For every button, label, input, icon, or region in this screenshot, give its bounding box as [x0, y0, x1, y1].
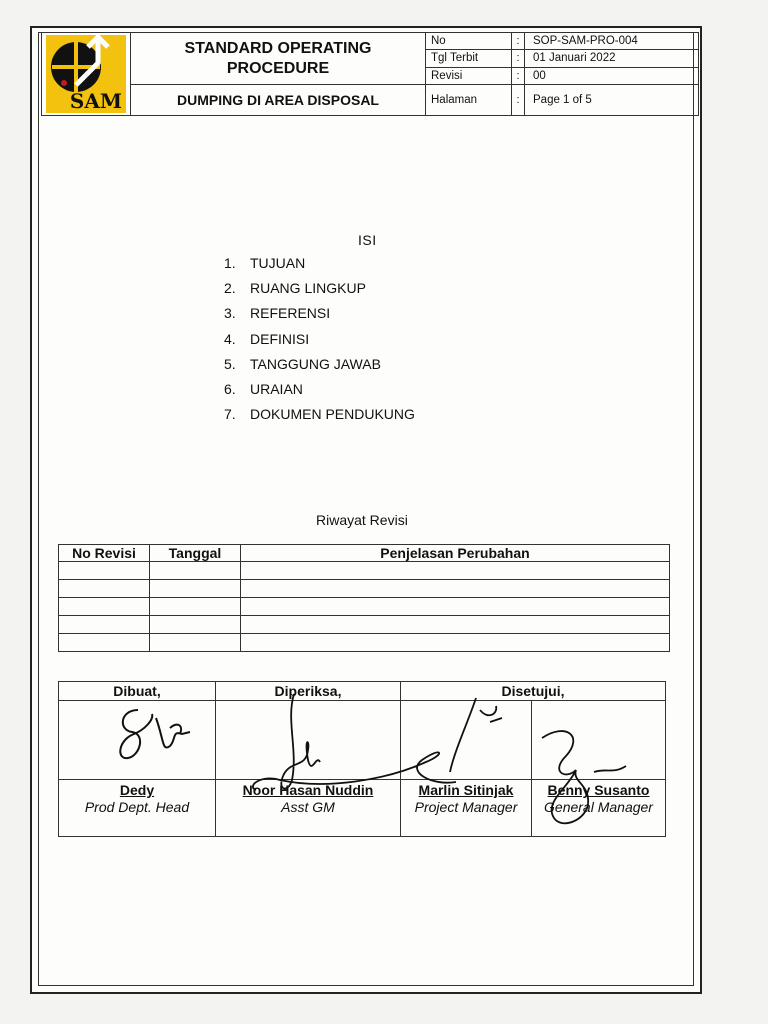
- company-logo: [46, 35, 126, 113]
- toc-item: [224, 279, 415, 304]
- meta-value-halaman: Page 1 of 5: [525, 85, 699, 116]
- toc-number: 3.: [224, 305, 236, 322]
- toc-number: 2.: [224, 280, 236, 297]
- signer-name: Marlin Sitinjak: [418, 782, 514, 798]
- meta-value-revisi: 00: [525, 67, 699, 84]
- signer-position: General Manager: [544, 799, 653, 815]
- toc-label: DEFINISI: [250, 330, 310, 347]
- toc-number: 7.: [224, 406, 236, 423]
- signer-benny: [532, 780, 666, 837]
- table-row: [59, 634, 670, 652]
- isi-title: ISI: [358, 232, 377, 248]
- meta-colon: :: [512, 33, 525, 50]
- toc-label: URAIAN: [250, 380, 303, 397]
- document-subtitle: DUMPING DI AREA DISPOSAL: [131, 85, 426, 116]
- toc-number: 6.: [224, 380, 236, 397]
- toc-label: REFERENSI: [250, 305, 331, 322]
- table-row: [59, 616, 670, 634]
- meta-label-revisi: Revisi: [426, 67, 512, 84]
- meta-label-tgl: Tgl Terbit: [426, 50, 512, 67]
- table-row: [59, 580, 670, 598]
- toc-item: [224, 304, 415, 329]
- signature-space: [216, 701, 401, 780]
- approval-table: [58, 681, 666, 837]
- col-tanggal: Tanggal: [150, 545, 241, 562]
- col-penjelasan: Penjelasan Perubahan: [241, 545, 670, 562]
- role-disetujui: Disetujui,: [401, 682, 666, 701]
- signer-name: Benny Susanto: [547, 782, 650, 798]
- revision-header-row: [59, 545, 670, 562]
- toc-number: 1.: [224, 255, 236, 271]
- signer-dedy: [59, 780, 216, 837]
- toc-number: 5.: [224, 355, 236, 372]
- logo-text: SAM: [69, 89, 122, 113]
- table-of-contents: [224, 254, 415, 430]
- signature-space: [59, 701, 216, 780]
- meta-value-no: SOP-SAM-PRO-004: [525, 33, 699, 50]
- signer-marlin: [401, 780, 532, 837]
- logo-cell: [42, 33, 131, 116]
- signer-noor: [216, 780, 401, 837]
- toc-item: [224, 405, 415, 430]
- role-dibuat: Dibuat,: [59, 682, 216, 701]
- toc-item: [224, 254, 415, 279]
- meta-label-no: No: [426, 33, 512, 50]
- title-cell: [131, 33, 426, 85]
- table-row: [59, 598, 670, 616]
- toc-item: [224, 355, 415, 380]
- toc-item: [224, 330, 415, 355]
- signature-space: [401, 701, 532, 780]
- signer-position: Prod Dept. Head: [84, 799, 190, 815]
- role-diperiksa: Diperiksa,: [216, 682, 401, 701]
- meta-colon: :: [512, 85, 525, 116]
- signer-name: Noor Hasan Nuddin: [242, 782, 374, 798]
- revision-table: [58, 544, 670, 652]
- col-no-revisi: No Revisi: [59, 545, 150, 562]
- title-line-1: STANDARD OPERATING: [184, 39, 372, 57]
- document-page: [30, 26, 702, 994]
- document-header: [41, 32, 699, 116]
- toc-label: TUJUAN: [250, 255, 306, 271]
- revision-history-title: Riwayat Revisi: [316, 512, 408, 528]
- table-row: [59, 562, 670, 580]
- toc-item: [224, 380, 415, 405]
- signer-name: Dedy: [119, 782, 155, 798]
- page-inner-border: [38, 32, 694, 986]
- meta-colon: :: [512, 50, 525, 67]
- meta-value-tgl: 01 Januari 2022: [525, 50, 699, 67]
- signer-position: Project Manager: [414, 799, 518, 815]
- title-line-2: PROCEDURE: [226, 59, 330, 77]
- signer-position: Asst GM: [281, 799, 335, 815]
- toc-label: RUANG LINGKUP: [250, 280, 366, 297]
- meta-colon: :: [512, 67, 525, 84]
- toc-number: 4.: [224, 330, 236, 347]
- toc-label: DOKUMEN PENDUKUNG: [250, 406, 415, 423]
- meta-label-halaman: Halaman: [426, 85, 512, 116]
- toc-label: TANGGUNG JAWAB: [250, 355, 381, 372]
- signature-space: [532, 701, 666, 780]
